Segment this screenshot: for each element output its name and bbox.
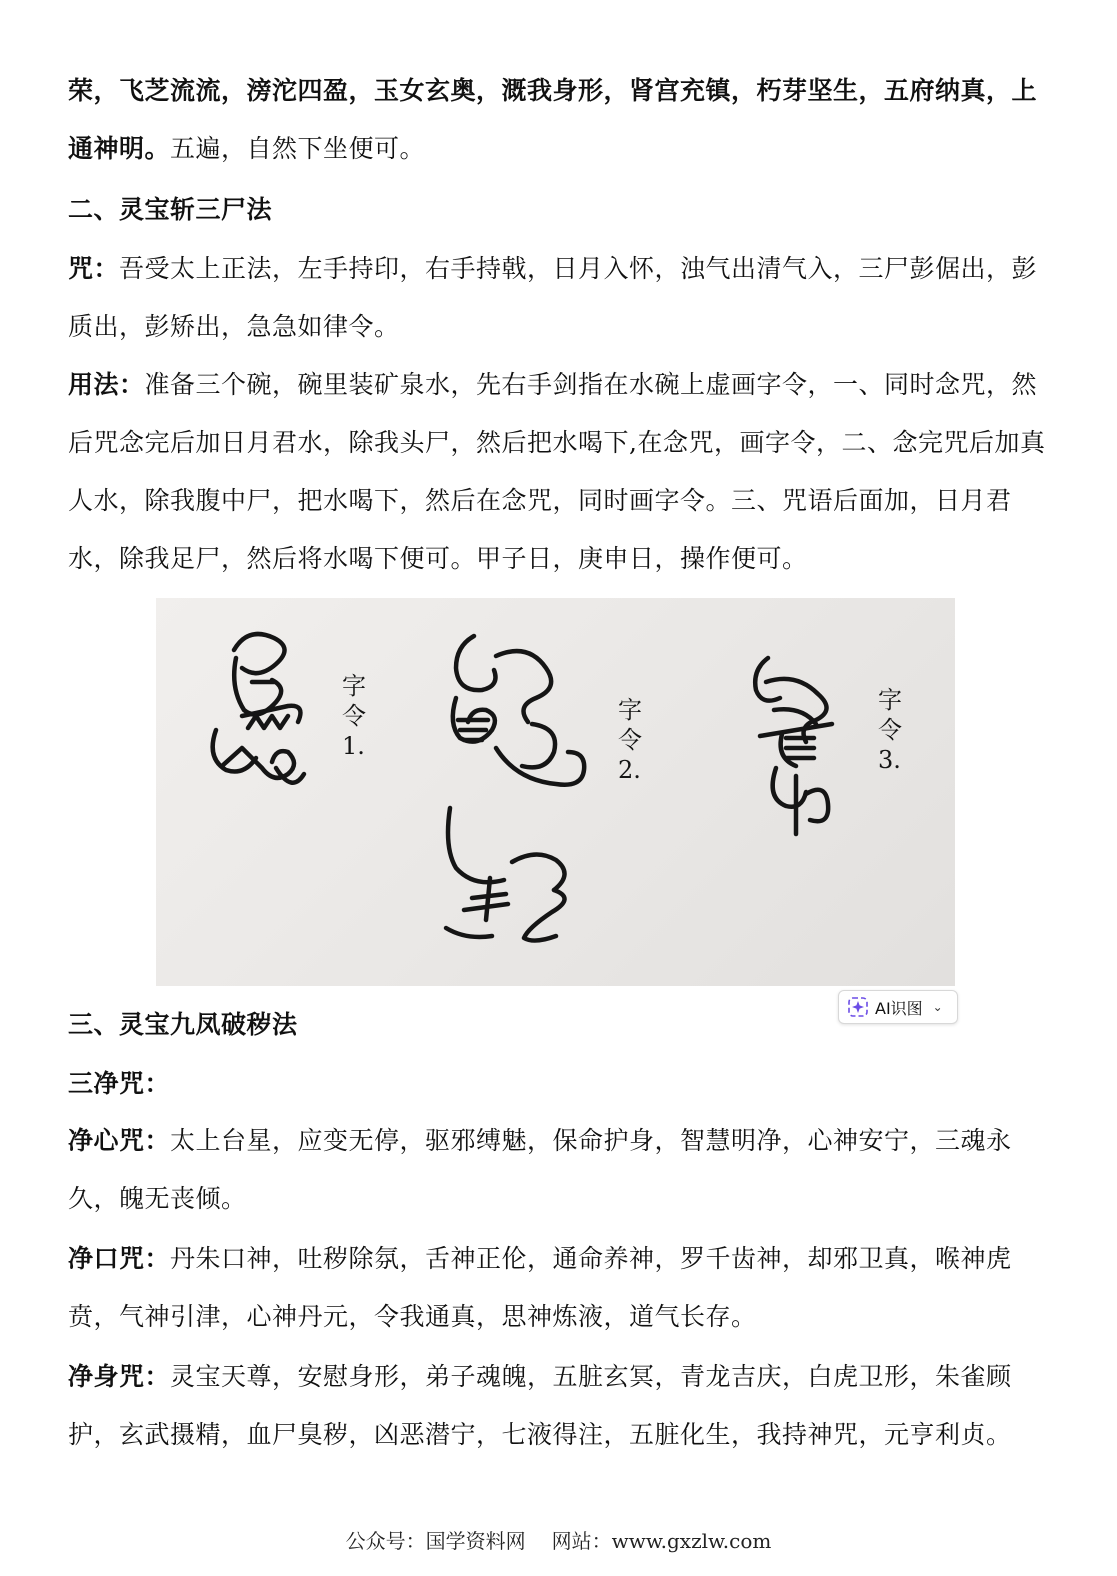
zhou-label: 咒： <box>68 254 120 283</box>
paragraph-zhou <box>68 240 1048 356</box>
chevron-down-icon[interactable]: ⌄ <box>932 1000 943 1014</box>
talisman-3-label: 字令 3. <box>878 686 902 774</box>
talisman-2-glyph <box>446 636 584 941</box>
talisman-1-glyph <box>213 634 304 783</box>
paragraph-yongfa <box>68 356 1048 588</box>
jingxin-label: 净心咒： <box>68 1126 171 1155</box>
jingshen-text: 灵宝天尊，安慰身形，弟子魂魄，五脏玄冥，青龙吉庆，白虎卫形，朱雀顾护，玄武摄精，血尸臭秽，凶恶潜宁，七液得注，五脏化生，我持神咒，元亨利贞。 <box>68 1362 1012 1449</box>
paragraph-jingkou <box>68 1230 1048 1346</box>
jingshen-label: 净身咒： <box>68 1362 171 1391</box>
talisman-drawing <box>156 598 955 986</box>
talisman-2-label: 字令 2. <box>618 696 642 784</box>
intro-normal-text: 五遍，自然下坐便可。 <box>170 134 426 163</box>
section-heading-3: 三、灵宝九凤破秽法 <box>68 1010 298 1039</box>
page-footer <box>0 1525 1117 1554</box>
footer-account: 公众号：国学资料网 <box>345 1529 526 1553</box>
talisman-3-glyph <box>755 658 832 834</box>
paragraph-jingxin <box>68 1112 1048 1228</box>
paragraph-intro <box>68 62 1048 178</box>
jingkou-text: 丹朱口神，吐秽除氛，舌神正伦，通命养神，罗千齿神，却邪卫真，喉神虎贲，气神引津，心神丹元，令我通真，思神炼液，道气长存。 <box>68 1244 1012 1331</box>
yongfa-text: 准备三个碗，碗里装矿泉水，先右手剑指在水碗上虚画字令，一、同时念咒，然后咒念完后加日月君水，除我头尸，然后把水喝下,在念咒，画字令，二、念完咒后加真人水，除我腹中尸，把水喝下，然后在念咒，同时画字令。三、咒语后面加，日月君水，除我足尸，然后将水喝下便可。甲子日，庚申日，操作便可。 <box>68 370 1046 573</box>
jingkou-label: 净口咒： <box>68 1244 171 1273</box>
ai-recognize-label: AI识图 <box>875 998 923 1018</box>
section-heading-2: 二、灵宝斩三尸法 <box>68 195 273 224</box>
paragraph-jingshen <box>68 1348 1048 1464</box>
intro-bold-text: 荣，飞芝流流，滂沱四盈，玉女玄奥，溉我身形，肾宫充镇，朽芽坚生，五府纳真，上通神明。 <box>68 76 1038 163</box>
jingxin-text: 太上台星，应变无停，驱邪缚魅，保命护身，智慧明净，心神安宁，三魂永久，魄无丧倾。 <box>68 1126 1012 1213</box>
talisman-photo <box>156 598 955 986</box>
zhou-text: 吾受太上正法，左手持印，右手持戟，日月入怀，浊气出清气入，三尸彭倨出，彭质出，彭矫出，急急如律令。 <box>68 254 1038 341</box>
footer-site: 网站：www.gxzlw.com <box>551 1529 772 1553</box>
yongfa-label: 用法： <box>68 370 145 399</box>
sanjing-heading: 三净咒： <box>68 1069 171 1098</box>
talisman-1-label: 字令 1. <box>342 672 366 760</box>
